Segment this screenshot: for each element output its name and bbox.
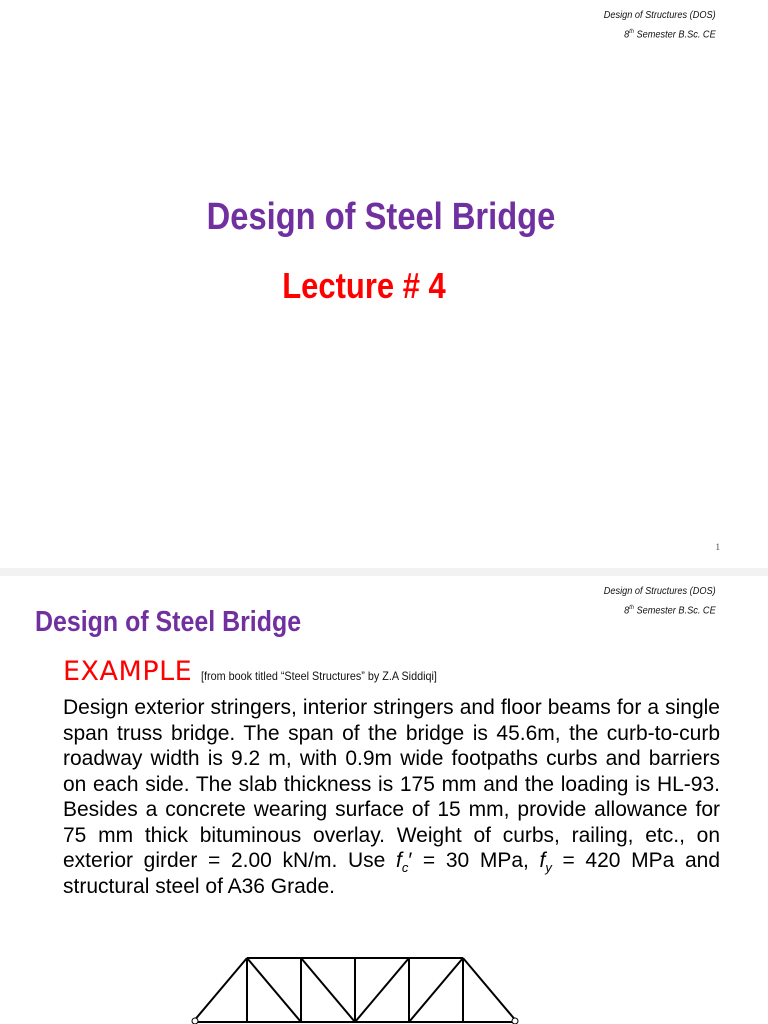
left-support <box>192 1018 198 1024</box>
slide-title: Design of Steel Bridge <box>206 196 556 238</box>
example-slide <box>0 576 768 1024</box>
page-number: 1 <box>715 542 720 552</box>
slide-divider <box>0 568 768 576</box>
example-label: EXAMPLE <box>63 656 193 687</box>
course-name: Design of Structures (DOS) <box>604 586 716 597</box>
semester-line: 8th Semester B.Sc. CE <box>624 29 716 41</box>
slide-header <box>604 584 716 619</box>
slide-header <box>604 8 716 43</box>
lecture-number: Lecture # 4 <box>282 265 446 306</box>
semester-line: 8th Semester B.Sc. CE <box>624 605 716 617</box>
problem-statement: Design exterior stringers, interior stringers and floor beams for a single span truss bridge. The span of the bridge is 45.6m, the curb-to-curb roadway width is 9.2 m, with 0.9m wide footpaths curbs and barriers on each side. The slab thickness is 175 mm and the loading is HL-93. Besides a concrete wearing surface of 15 mm, provide allowance for 75 mm thick bituminous overlay. Weight of curbs, railing, etc., on exterior girder = 2.00 kN/m. Use $f_c' = 30$ MPa, $f_y = 420$ MPa and structural steel of A36 Grade. <box>63 696 721 898</box>
right-support <box>512 1018 518 1024</box>
slide-title: Design of Steel Bridge <box>35 606 302 638</box>
truss-bridge-diagram <box>185 954 525 1024</box>
example-reference: [from book titled “Steel Structures” by Z.A Siddiqi] <box>200 669 437 683</box>
example-heading <box>63 656 463 687</box>
course-name: Design of Structures (DOS) <box>604 10 716 21</box>
